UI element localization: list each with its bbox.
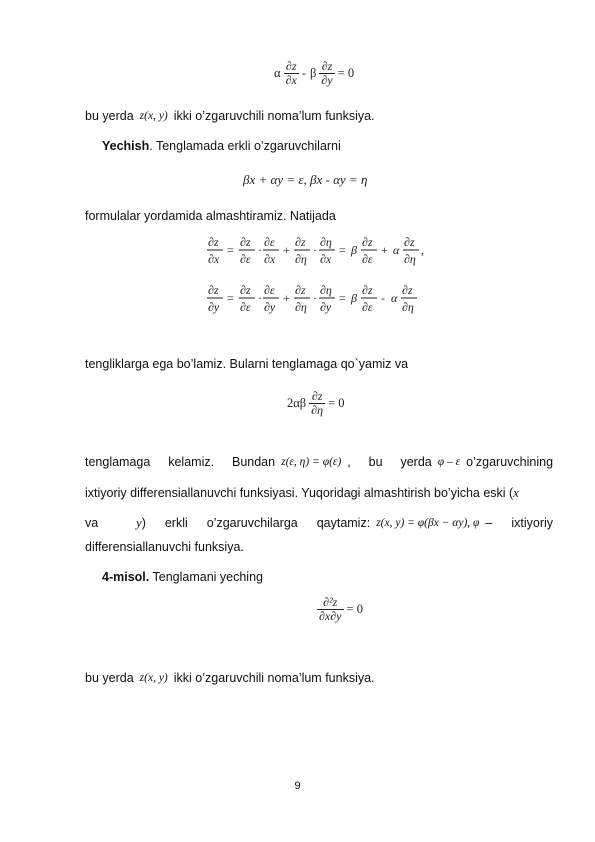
svg-text:∂η: ∂η [402, 300, 414, 314]
svg-text:∂z: ∂z [208, 283, 219, 297]
svg-text:+: + [283, 243, 290, 257]
svg-text:·: · [258, 243, 262, 257]
svg-text:∂ε: ∂ε [240, 252, 251, 266]
svg-text:·: · [313, 243, 317, 257]
paragraph-line-3: va y) erkli o’zgaruvchilarga qaytamiz: z(x, y) = φ(βx − αy), φ – ixtiyoriy [85, 516, 554, 530]
svg-text:·: · [313, 291, 317, 305]
svg-text:∂ε: ∂ε [362, 252, 373, 266]
equation-1: α $\frac{\partial z}{\partial x}$ - β $\frac{\partial z}{\partial y}$ = 0 [274, 59, 355, 87]
svg-text:-: - [381, 291, 385, 305]
svg-text:∂z: ∂z [208, 235, 219, 249]
svg-text:+: + [283, 291, 290, 305]
svg-text:·: · [258, 291, 262, 305]
svg-text:∂η: ∂η [295, 252, 307, 266]
equation-2: βx + αy = ε, βx - αy = η [243, 172, 368, 187]
svg-text:∂ε: ∂ε [362, 300, 373, 314]
equation-4: 2αβ $\frac{\partial z}{\partial\eta}$ = 0 [287, 389, 345, 417]
svg-text:β: β [351, 243, 357, 257]
svg-text:∂z: ∂z [240, 235, 251, 249]
svg-text:=: = [227, 243, 234, 257]
svg-text:=: = [339, 243, 346, 257]
function-z-xy-2: z(x, y) [139, 672, 168, 684]
text-line-last: bu yerda z(x, y) ikki o’zgaruvchili noma’lum funksiya. [85, 671, 375, 685]
svg-text:∂z: ∂z [295, 283, 306, 297]
svg-text:∂ε: ∂ε [264, 235, 275, 249]
equation-3-system [205, 234, 450, 324]
fraction-dz-dy: $\frac{\partial z}{\partial y}$ [321, 59, 333, 87]
text-line-formulalar: formulalar yordamida almashtiramiz. Natijada [85, 209, 336, 223]
svg-text:∂z: ∂z [404, 235, 415, 249]
text-line-tengliklar: tengliklarga ega bo’lamiz. Bularni tenglamaga qo`yamiz va [85, 357, 409, 371]
equation-3-row-2 [207, 283, 417, 314]
solution-heading: Yechish. Tenglamada erkli o’zgaruvchilarni [102, 139, 341, 153]
svg-text:∂ε: ∂ε [240, 300, 251, 314]
svg-text:∂z: ∂z [295, 235, 306, 249]
text-line-1: bu yerda z(x, y) ikki o’zgaruvchili noma’lum funksiya. [85, 109, 375, 123]
svg-text:α: α [393, 243, 400, 257]
example-4-heading: 4-misol. Tenglamani yeching [102, 570, 263, 584]
fraction-dz-dx: $\frac{\partial z}{\partial x}$ [285, 59, 297, 87]
svg-text:∂y: ∂y [320, 300, 332, 314]
svg-text:∂η: ∂η [320, 283, 332, 297]
svg-text:∂η: ∂η [404, 252, 416, 266]
svg-text:∂z: ∂z [362, 235, 373, 249]
general-solution: z(x, y) = φ(βx − αy), φ [376, 517, 480, 529]
equation-5: $\frac{\text{∂²z}}{\partial x\partial y}$ = 0 [319, 595, 363, 623]
svg-text:∂y: ∂y [264, 300, 276, 314]
svg-text:∂ε: ∂ε [264, 283, 275, 297]
svg-text:∂z: ∂z [402, 283, 413, 297]
svg-text:∂x: ∂x [264, 252, 276, 266]
svg-text:∂y: ∂y [208, 300, 220, 314]
alpha-symbol: α [274, 66, 281, 80]
svg-text:,: , [421, 243, 424, 257]
svg-text:=: = [339, 291, 346, 305]
phi-eps: φ – ε [437, 456, 461, 468]
function-z-xy: z(x, y) [139, 110, 168, 122]
svg-text:+: + [381, 243, 388, 257]
svg-text:∂η: ∂η [295, 300, 307, 314]
svg-text:∂x: ∂x [208, 252, 220, 266]
paragraph-line-1: tenglamaga kelamiz. Bundan z(ε, η) = φ(ε) , bu yerda φ – ε o’zgaruvchining [85, 455, 554, 469]
equation-3-row-1 [207, 235, 424, 266]
svg-text:β: β [351, 291, 357, 305]
svg-text:∂η: ∂η [320, 235, 332, 249]
paragraph-line-4: differensiallanuvchi funksiya. [85, 540, 244, 554]
beta-symbol: β [310, 66, 317, 80]
page-number: 9 [294, 780, 301, 792]
paragraph-line-2: ixtiyoriy differensiallanuvchi funksiyasi. Yuqoridagi almashtirish bo’yicha eski (x [85, 486, 519, 500]
svg-text:∂z: ∂z [362, 283, 373, 297]
fraction-dz-deta: $\frac{\partial z}{\partial\eta}$ [311, 389, 324, 417]
svg-text:=: = [227, 291, 234, 305]
svg-text:α: α [391, 291, 398, 305]
fraction-d2z-dxdy: $\frac{\text{∂²z}}{\partial x\partial y}$ [319, 595, 342, 623]
svg-text:∂z: ∂z [240, 283, 251, 297]
function-z-eps-eta: z(ε, η) = φ(ε) [281, 456, 342, 468]
svg-text:∂x: ∂x [320, 252, 332, 266]
